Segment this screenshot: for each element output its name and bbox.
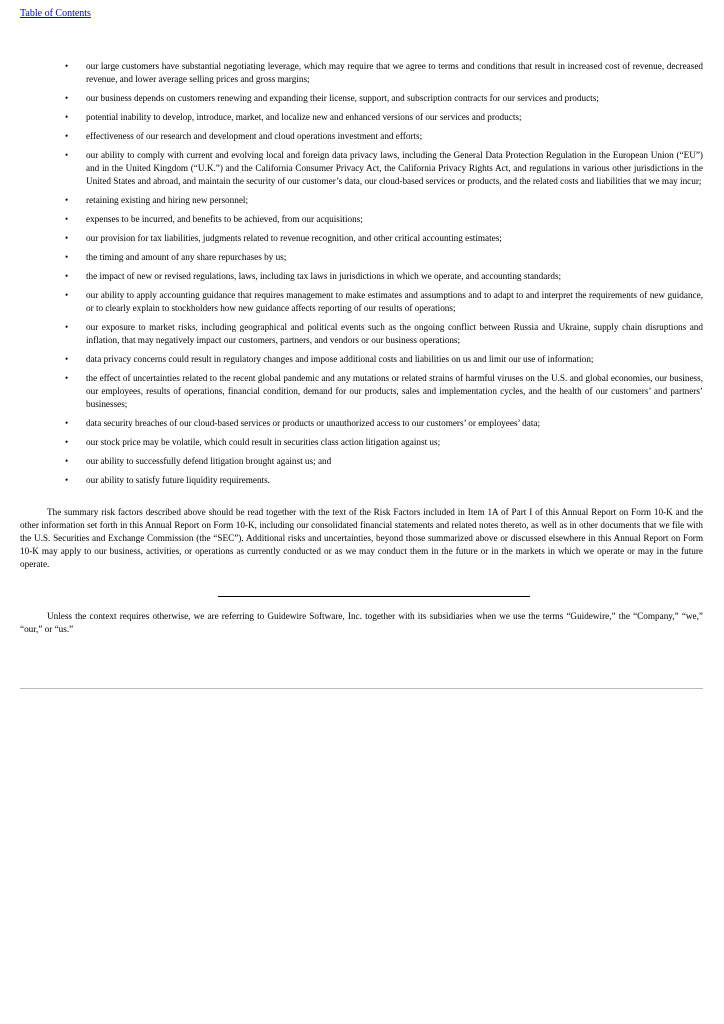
section-divider	[218, 596, 530, 597]
risk-factor-text: our large customers have substantial negotiating leverage, which may require that we agree to terms and conditions that result in increased cost of revenue, decreased revenue, and lower average selling prices and gross margins;	[86, 61, 703, 84]
bullet-icon: •	[65, 61, 69, 71]
risk-factor-item	[20, 130, 703, 143]
risk-factor-text: potential inability to develop, introduce, market, and localize new and enhanced versions of our services and products;	[86, 112, 522, 122]
bullet-icon: •	[65, 456, 69, 466]
bullet-icon: •	[65, 418, 69, 428]
bullet-icon: •	[65, 150, 69, 160]
bullet-icon: •	[65, 290, 69, 300]
bullet-icon: •	[65, 131, 69, 141]
bullet-icon: •	[65, 252, 69, 262]
risk-factor-list	[20, 60, 703, 493]
risk-factor-item	[20, 194, 703, 207]
risk-factor-item	[20, 455, 703, 468]
risk-factor-text: expenses to be incurred, and benefits to be achieved, from our acquisitions;	[86, 214, 363, 224]
risk-factor-text: the impact of new or revised regulations, laws, including tax laws in jurisdictions in which we operate, and accounting standards;	[86, 271, 562, 281]
risk-factor-item	[20, 149, 703, 188]
bullet-icon: •	[65, 354, 69, 364]
bullet-icon: •	[65, 112, 69, 122]
risk-factor-text: our stock price may be volatile, which could result in securities class action litigation against us;	[86, 437, 441, 447]
definitions-paragraph: Unless the context requires otherwise, we are referring to Guidewire Software, Inc. together with its subsidiaries when we use the terms “Guidewire,” the “Company,” “we,” “our,” or “us.”	[20, 611, 703, 634]
risk-factor-item	[20, 372, 703, 411]
bullet-icon: •	[65, 271, 69, 281]
risk-factor-item	[20, 474, 703, 487]
risk-factor-item	[20, 270, 703, 283]
risk-factor-item	[20, 213, 703, 226]
risk-factor-text: our business depends on customers renewing and expanding their license, support, and subscription contracts for our services and products;	[86, 93, 599, 103]
bullet-icon: •	[65, 214, 69, 224]
bullet-icon: •	[65, 233, 69, 243]
risk-factor-item	[20, 417, 703, 430]
risk-factor-text: effectiveness of our research and development and cloud operations investment and efforts;	[86, 131, 423, 141]
risk-factor-text: our ability to comply with current and evolving local and foreign data privacy laws, including the General Data Protection Regulation in the European Union (“EU”) and in the United Kingdom (“U.K.”) and the California Consumer Privacy Act, the California Privacy Rights Act, and regulations in various other jurisdictions in the United States and abroad, and maintain the security of our customer’s data, our cloud-based services or products, and the related costs and liabilities that we may incur;	[86, 150, 703, 186]
risk-factor-item	[20, 321, 703, 347]
risk-factor-item	[20, 289, 703, 315]
risk-factor-item	[20, 111, 703, 124]
risk-factor-text: our exposure to market risks, including geographical and political events such as the ongoing conflict between Russia and Ukraine, supply chain disruptions and inflation, that may negatively impact our customers, partners, and vendors or our business operations;	[86, 322, 703, 345]
risk-factor-text: our provision for tax liabilities, judgments related to revenue recognition, and other critical accounting estimates;	[86, 233, 502, 243]
risk-factor-text: data security breaches of our cloud-based services or products or unauthorized access to our customers’ or employees’ data;	[86, 418, 541, 428]
bullet-icon: •	[65, 195, 69, 205]
risk-factor-text: data privacy concerns could result in regulatory changes and impose additional costs and liabilities on us and limit our use of information;	[86, 354, 594, 364]
risk-factor-text: retaining existing and hiring new personnel;	[86, 195, 249, 205]
risk-factor-text: the timing and amount of any share repurchases by us;	[86, 252, 287, 262]
table-of-contents-link[interactable]: Table of Contents	[20, 8, 91, 19]
bullet-icon: •	[65, 93, 69, 103]
risk-factor-text: our ability to satisfy future liquidity requirements.	[86, 475, 270, 485]
risk-factor-item	[20, 92, 703, 105]
bullet-icon: •	[65, 373, 69, 383]
risk-factor-item	[20, 60, 703, 86]
page-break-rule	[20, 688, 703, 689]
risk-factor-text: our ability to successfully defend litigation brought against us; and	[86, 456, 332, 466]
bullet-icon: •	[65, 475, 69, 485]
risk-factor-text: our ability to apply accounting guidance that requires management to make estimates and assumptions and to adapt to and interpret the requirements of new guidance, or to clearly explain to stockholders how new guidance affects reporting of our results of operations;	[86, 290, 703, 313]
risk-factor-item	[20, 353, 703, 366]
bullet-icon: •	[65, 322, 69, 332]
risk-factor-text: the effect of uncertainties related to the recent global pandemic and any mutations or related strains of harmful viruses on the U.S. and global economies, our business, our employees, results of operations, financial condition, demand for our products, sales and implementation cycles, and the health of our customers’ and partners’ businesses;	[86, 373, 703, 409]
risk-factor-item	[20, 436, 703, 449]
bullet-icon: •	[65, 437, 69, 447]
risk-factor-item	[20, 251, 703, 264]
summary-paragraph: The summary risk factors described above should be read together with the text of the Risk Factors included in Item 1A of Part I of this Annual Report on Form 10-K and the other information set forth in this Annual Report on Form 10-K, including our consolidated financial statements and related notes thereto, as well as in other documents that we file with the U.S. Securities and Exchange Commission (the “SEC”). Additional risks and uncertainties, beyond those summarized above or discussed elsewhere in this Annual Report on Form 10-K may apply to our business, activities, or operations as currently conducted or as we may conduct them in the future or in the markets in which we operate or may in the future operate.	[20, 507, 703, 569]
risk-factor-item	[20, 232, 703, 245]
